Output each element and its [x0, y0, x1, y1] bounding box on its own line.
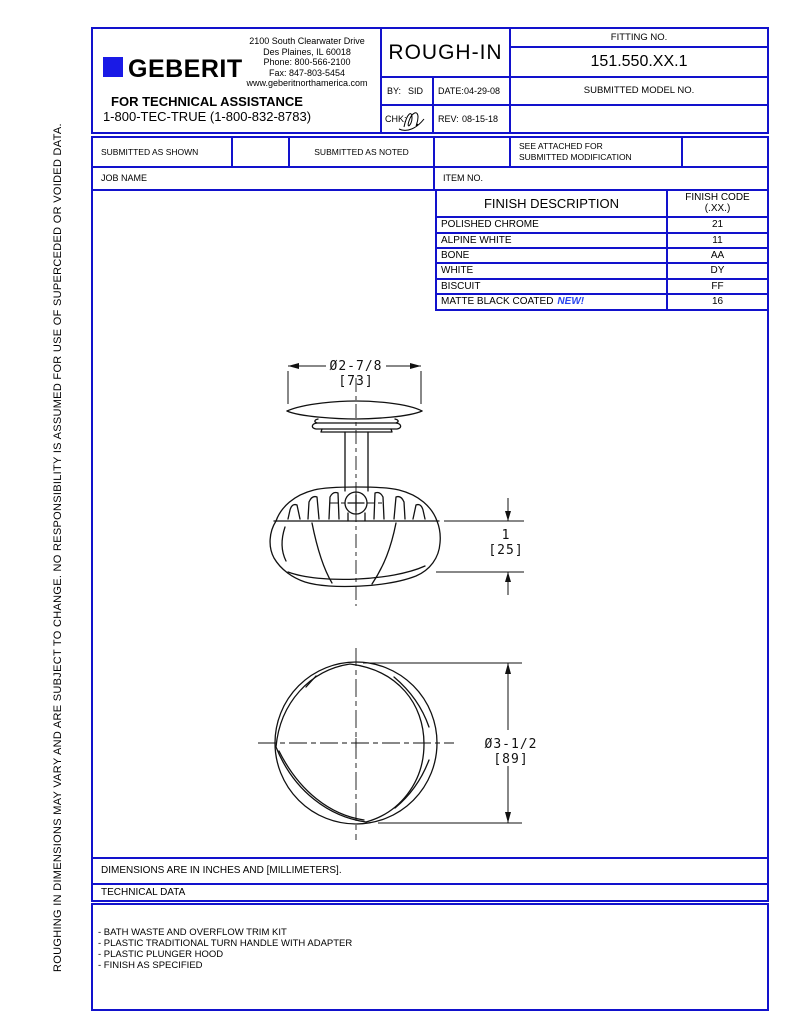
finish-description: BONE: [441, 250, 470, 261]
address-line: www.geberitnorthamerica.com: [246, 78, 368, 88]
new-badge: NEW!: [557, 296, 585, 307]
by-label: BY:: [387, 86, 402, 96]
date-value: 04-29-08: [464, 86, 501, 96]
finish-description: ALPINE WHITE: [441, 235, 512, 246]
finish-description-text: MATTE BLACK COATED: [441, 296, 554, 307]
cap-diameter-mm: [73]: [338, 374, 374, 389]
finish-row: [436, 279, 768, 294]
fitting-no-label: FITTING NO.: [610, 32, 668, 43]
job-name-label: JOB NAME: [101, 173, 148, 183]
technical-data-list: [98, 927, 352, 971]
finish-code: 16: [711, 296, 724, 307]
rev-value: 08-15-18: [462, 114, 499, 124]
finish-row: [436, 217, 768, 233]
finish-code: FF: [711, 281, 724, 292]
submitted-as-noted-label: SUBMITTED AS NOTED: [314, 147, 409, 157]
technical-data-item: - PLASTIC TRADITIONAL TURN HANDLE WITH ADAPTER: [98, 938, 353, 949]
dimension-handle-height: [436, 498, 524, 595]
see-attached-line1: SEE ATTACHED FOR: [519, 141, 603, 151]
company-address: [237, 36, 377, 89]
item-no-label: ITEM NO.: [443, 173, 483, 183]
technical-data-label: TECHNICAL DATA: [101, 887, 186, 898]
side-view-drawing: [270, 401, 440, 587]
technical-data-item: - FINISH AS SPECIFIED: [98, 960, 203, 971]
address-line: Phone: 800-566-2100: [263, 57, 351, 67]
technical-data-item: - BATH WASTE AND OVERFLOW TRIM KIT: [98, 927, 287, 938]
finish-row: [436, 233, 768, 248]
handle-height-mm: [25]: [488, 543, 524, 558]
date-label: DATE:: [438, 86, 464, 96]
see-attached-line2: SUBMITTED MODIFICATION: [519, 152, 632, 162]
dimension-cap-diameter: [288, 359, 421, 404]
side-disclaimer-text: ROUGHING IN DIMENSIONS MAY VARY AND ARE SUBJECT TO CHANGE. NO RESPONSIBILITY IS ASSUMED FOR USE OF SUPERCEDED OR VOIDED DATA.: [52, 123, 64, 972]
finish-description-header: FINISH DESCRIPTION: [483, 196, 620, 211]
finish-row: [436, 294, 768, 310]
finish-description: WHITE: [441, 265, 474, 276]
handle-height-inches: 1: [501, 528, 511, 543]
cap-diameter-inches: Ø2-7/8: [329, 359, 383, 374]
doc-type-title: ROUGH-IN: [388, 41, 503, 64]
finish-description: POLISHED CHROME: [441, 219, 539, 230]
finish-code-header-line2: (.XX.): [704, 203, 731, 214]
geberit-logo-icon: [103, 57, 123, 77]
knob-diameter-mm: [89]: [493, 752, 529, 767]
technical-assistance-phone: 1-800-TEC-TRUE (1-800-832-8783): [102, 109, 312, 124]
brand-name: GEBERIT: [128, 55, 243, 83]
finish-code: 11: [712, 235, 723, 246]
finish-code: DY: [710, 265, 725, 276]
by-value: SID: [408, 86, 424, 96]
finish-code: AA: [710, 250, 725, 261]
submitted-as-shown-label: SUBMITTED AS SHOWN: [101, 147, 199, 157]
address-line: 2100 South Clearwater Drive: [249, 36, 365, 46]
address-line: Des Plaines, IL 60018: [263, 46, 351, 57]
chk-label: CHK:: [385, 114, 407, 124]
finish-row: [436, 263, 768, 279]
finish-description: [436, 294, 667, 310]
rev-label: REV:: [438, 114, 459, 124]
finish-code-header-line1: FINISH CODE: [685, 192, 750, 203]
fitting-no-value: 151.550.XX.1: [590, 53, 688, 70]
finish-code: 21: [711, 219, 724, 230]
knob-diameter-inches: Ø3-1/2: [484, 737, 538, 752]
submitted-model-label: SUBMITTED MODEL NO.: [583, 85, 695, 96]
technical-assistance-title: FOR TECHNICAL ASSISTANCE: [111, 94, 303, 109]
units-note: DIMENSIONS ARE IN INCHES AND [MILLIMETERS].: [101, 865, 342, 876]
finish-description: BISCUIT: [441, 281, 481, 292]
technical-data-item: - PLASTIC PLUNGER HOOD: [98, 949, 224, 960]
address-line: Fax: 847-803-5454: [268, 67, 346, 78]
finish-row: [436, 248, 768, 263]
